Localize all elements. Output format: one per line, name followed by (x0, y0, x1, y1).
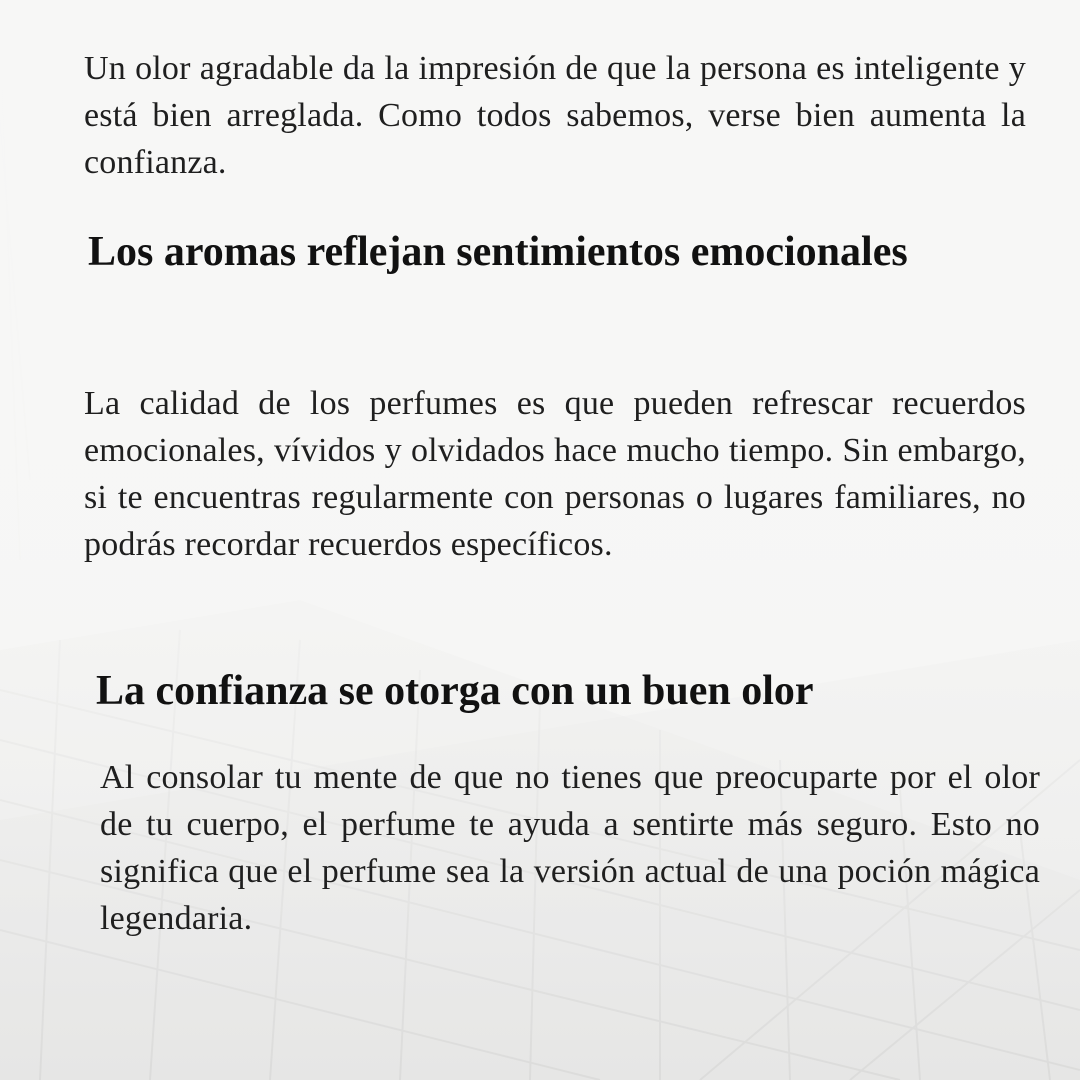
section-heading-aromas: Los aromas reflejan sentimientos emocionales (88, 229, 908, 275)
section-heading-confianza: La confianza se otorga con un buen olor (96, 668, 814, 714)
section-paragraph-confianza: Al consolar tu mente de que no tienes que preocuparte por el olor de tu cuerpo, el perfume te ayuda a sentirte más seguro. Esto no significa que el perfume sea la versión actual de una poción mágica legendaria. (100, 759, 1040, 937)
section-paragraph-aromas: La calidad de los perfumes es que pueden refrescar recuerdos emocionales, vívidos y olvidados hace mucho tiempo. Sin embargo, si te encuentras regularmente con personas o lugares familiares, no podrás recordar recuerdos específicos. (84, 385, 1026, 563)
intro-paragraph: Un olor agradable da la impresión de que la persona es inteligente y está bien arreglada. Como todos sabemos, verse bien aumenta la confianza. (84, 50, 1026, 181)
